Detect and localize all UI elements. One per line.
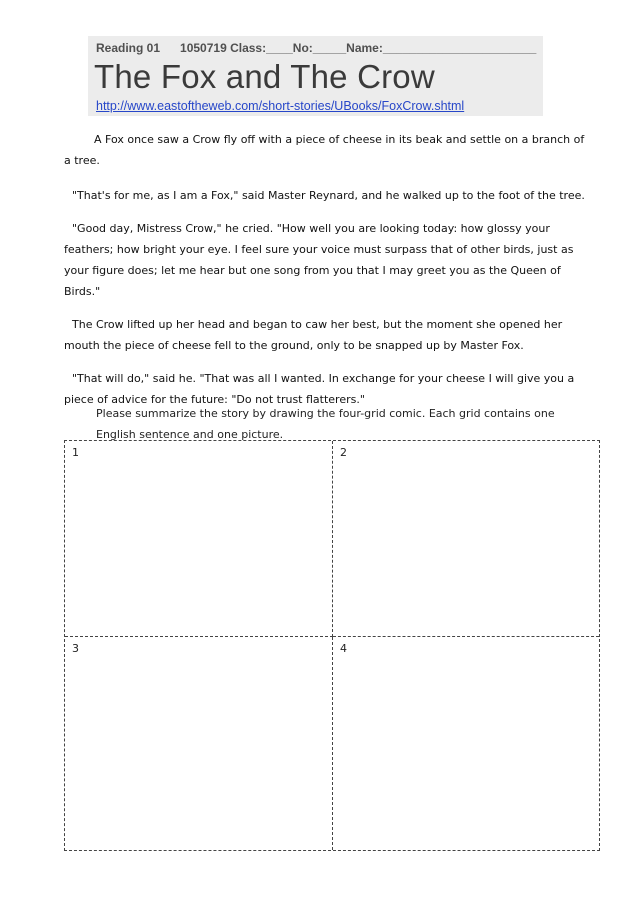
comic-panel-4[interactable]	[333, 637, 599, 850]
panel-number: 4	[340, 642, 347, 655]
panel-number: 2	[340, 446, 347, 459]
story-paragraph-5: "That will do," said he. "That was all I wanted. In exchange for your cheese I will give you a piece of advice for the future: "Do not trust flatterers."	[64, 372, 575, 406]
story-paragraph-1: A Fox once saw a Crow fly off with a piece of cheese in its beak and settle on a branch of a tree.	[64, 133, 585, 167]
panel-number: 3	[72, 642, 79, 655]
story-paragraph-2: "That's for me, as I am a Fox," said Master Reynard, and he walked up to the foot of the tree.	[72, 189, 585, 202]
comic-panel-1[interactable]	[65, 441, 333, 637]
story-paragraph-4: The Crow lifted up her head and began to caw her best, but the moment she opened her mouth the piece of cheese fell to the ground, only to be snapped up by Master Fox.	[64, 318, 563, 352]
story-text	[64, 129, 594, 422]
source-link[interactable]: http://www.eastoftheweb.com/short-stories/UBooks/FoxCrow.shtml	[96, 99, 465, 113]
story-title: The Fox and The Crow	[94, 58, 435, 95]
student-info-line: Reading 01 1050719 Class:____No:_____Name:_______________________	[96, 41, 537, 55]
comic-grid	[64, 440, 600, 851]
comic-panel-2[interactable]	[333, 441, 599, 637]
story-paragraph-3: "Good day, Mistress Crow," he cried. "How well you are looking today: how glossy your feathers; how bright your eye. I feel sure your voice must surpass that of other birds, just as your figure does; let me hear but one song from you that I may greet you as the Queen of Birds."	[64, 222, 574, 298]
panel-number: 1	[72, 446, 79, 459]
comic-panel-3[interactable]	[65, 637, 333, 850]
comic-instruction: Please summarize the story by drawing the four-grid comic. Each grid contains one English sentence and one picture.	[96, 407, 555, 441]
